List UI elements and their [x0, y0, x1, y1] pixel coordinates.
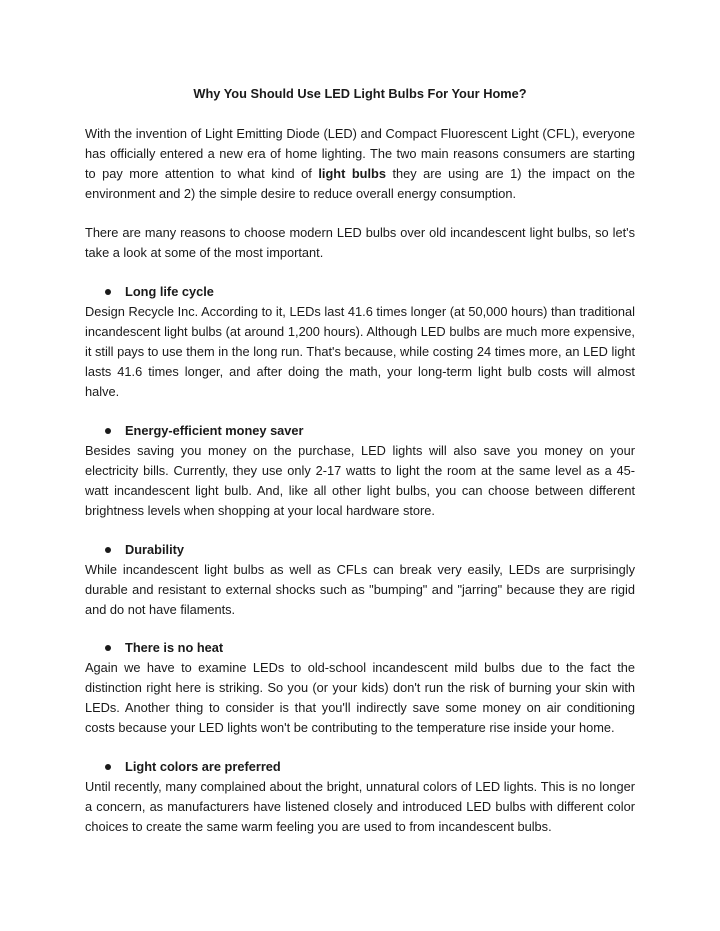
section-heading-text: There is no heat	[125, 640, 224, 655]
intro-text-1a: With the invention of Light Emitting Diode (LED) and Compact Fluorescent Light (CFL), everyone has officially entered a new era of home lighting. The two main reasons consumers are starting to pay more attention to what kind of	[85, 126, 635, 181]
section-body-durability: While incandescent light bulbs as well as CFLs can break very easily, LEDs are surprisingly durable and resistant to external shocks such as "bumping" and "jarring" because they are rigid and do not have filaments.	[85, 562, 635, 617]
bullet-icon	[105, 645, 111, 651]
section-body-long-life-cycle: Design Recycle Inc. According to it, LEDs last 41.6 times longer (at 50,000 hours) than traditional incandescent light bulbs (at around 1,200 hours). Although LED bulbs are much more expensive, it still pays to use them in the long run. That's because, while costing 24 times more, an LED light lasts 41.6 times longer, and after doing the math, your long-term light bulb costs will almost halve.	[85, 304, 635, 399]
light-bulbs-bold-text: light bulbs	[318, 166, 386, 181]
section-heading-text: Long life cycle	[125, 284, 214, 299]
intro-paragraph-2: There are many reasons to choose modern LED bulbs over old incandescent light bulbs, so let's take a look at some of the most important.	[85, 225, 635, 260]
intro-paragraph-1	[85, 124, 635, 204]
section-heading-energy-efficient	[105, 421, 304, 441]
bullet-icon	[105, 428, 111, 434]
section-heading-durability	[105, 540, 184, 560]
section-body-light-colors: Until recently, many complained about the bright, unnatural colors of LED lights. This is no longer a concern, as manufacturers have listened closely and introduced LED bulbs with different color choices to create the same warm feeling you are used to from incandescent bulbs.	[85, 779, 635, 834]
section-body-energy-efficient: Besides saving you money on the purchase, LED lights will also save you money on your electricity bills. Currently, they use only 2-17 watts to light the room at the same level as a 45-watt incandescent light bulb. And, like all other light bulbs, you can choose between different brightness levels when shopping at your local hardware store.	[85, 443, 635, 518]
section-heading-text: Energy-efficient money saver	[125, 423, 304, 438]
bullet-icon	[105, 289, 111, 295]
document-title: Why You Should Use LED Light Bulbs For Your Home?	[193, 86, 527, 101]
section-heading-text: Durability	[125, 542, 185, 557]
section-body-no-heat: Again we have to examine LEDs to old-school incandescent mild bulbs due to the fact the distinction right here is striking. So you (or your kids) don't run the risk of burning your skin with LEDs. Another thing to consider is that you'll indirectly save some money on air conditioning costs because your LED lights won't be contributing to the temperature rise inside your home.	[85, 660, 635, 735]
section-heading-long-life-cycle	[105, 282, 214, 302]
bullet-icon	[105, 764, 111, 770]
section-heading-light-colors	[105, 757, 281, 777]
section-heading-text: Light colors are preferred	[125, 759, 281, 774]
bullet-icon	[105, 547, 111, 553]
intro-text-1b: they are using are 1) the impact on the environment and 2) the simple desire to reduce overall energy consumption.	[85, 166, 636, 201]
section-heading-no-heat	[105, 638, 223, 658]
